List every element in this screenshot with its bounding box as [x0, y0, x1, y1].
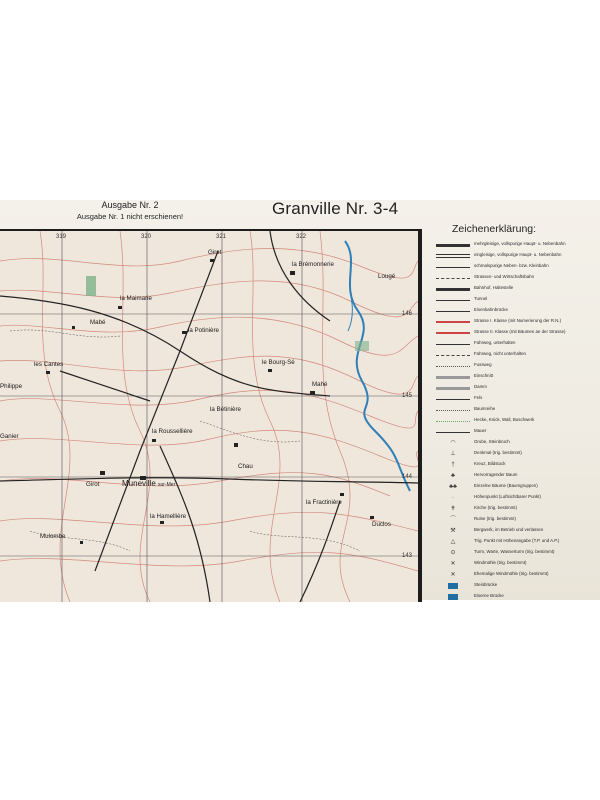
grid-row-144: 144: [402, 474, 413, 480]
legend-item: Fels: [436, 394, 600, 405]
place-label: Mulombe: [40, 533, 66, 540]
legend-item: eingleisige, vollspurige Haupt- u. Nebenbahn: [436, 251, 600, 262]
legend-item: ♣ Hervorragender Baum: [436, 471, 600, 482]
grid-row-145: 145: [402, 393, 413, 399]
tree-group-icon: ♣♣: [449, 484, 457, 490]
place-label: les Cantes: [34, 361, 64, 368]
height-point-icon: ·: [452, 495, 454, 501]
legend-item: Fahrweg, nicht unterhalten: [436, 350, 600, 361]
edition-number: Ausgabe Nr. 2: [101, 200, 159, 210]
legend-title: Zeichenerklärung:: [452, 223, 537, 235]
legend-item: Mauer: [436, 427, 600, 438]
stone-bridge-icon: [448, 583, 458, 589]
legend-item: schmalspurige Neben- bzw. Kleinbahn: [436, 262, 600, 273]
legend-item: mehrgleisige, vollspurige Haupt- u. Nebenbahn: [436, 240, 600, 251]
legend-item: ✕ Ehemalige Windmühle (trig. bestimmt): [436, 570, 600, 581]
legend-item: · Höhenpunkt (Luftsichtbarer Punkt): [436, 493, 600, 504]
contour-lines: [0, 231, 418, 602]
legend-item: Strassen- und Wirtschaftsbahn: [436, 273, 600, 284]
old-windmill-icon: ✕: [450, 572, 456, 578]
grid-row-143: 143: [402, 553, 413, 559]
legend-item: ⊙ Turm, Warte, Wasserturm (trig. bestimmt): [436, 548, 600, 559]
legend-item: Bahnhof, Haltestelle: [436, 284, 600, 295]
legend-item: Strasse II. Klasse (mit Bäumen an der Strasse): [436, 328, 600, 339]
legend-symbol: [436, 366, 470, 367]
legend-symbol: [436, 278, 470, 279]
legend-symbol: [436, 288, 470, 291]
pit-icon: ◠: [450, 440, 456, 446]
place-label: la Maimarie: [120, 295, 152, 302]
church-icon: ✝: [450, 506, 456, 512]
tower-icon: ⊙: [450, 550, 456, 556]
place-label: Giret: [208, 249, 222, 256]
windmill-icon: ✕: [450, 561, 456, 567]
grid-col-320: 320: [141, 234, 152, 240]
legend-item: Hecke, Knick, Wall, Buschwerk: [436, 416, 600, 427]
grid-row-146: 146: [402, 311, 413, 317]
legend-item: Steinbrücke: [436, 581, 600, 592]
legend-symbol: [436, 376, 470, 379]
legend-symbol: [436, 267, 470, 268]
iron-bridge-icon: [448, 594, 458, 600]
legend-symbol: [436, 244, 470, 247]
cross-icon: †: [451, 462, 455, 468]
legend-item: ⚒ Bergwerk, im Betrieb und verlassen: [436, 526, 600, 537]
legend-item: Eiserne Brücke: [436, 592, 600, 603]
grid-col-322: 322: [296, 234, 307, 240]
place-label: Mahé: [312, 381, 328, 388]
place-label: Lougé: [378, 273, 396, 280]
monument-icon: ⊥: [450, 451, 456, 457]
map-drawing: [0, 231, 418, 602]
legend-item: ◠ Grube, Steinbruch: [436, 438, 600, 449]
legend-symbol: [436, 410, 470, 411]
legend-item: † Kreuz, Bildstock: [436, 460, 600, 471]
legend-symbol: [436, 387, 470, 390]
place-label: le Bourg-Sé: [262, 359, 295, 366]
legend-item: Strasse I. Klasse (mit Numerierung der R.N.): [436, 317, 600, 328]
place-label: Duclos: [372, 521, 391, 528]
legend-symbol: [436, 432, 470, 433]
map-title: Granville Nr. 3-4: [272, 199, 399, 218]
map-area[interactable]: [0, 229, 422, 602]
legend-symbol: [436, 254, 470, 258]
place-suffix: sur-Mer: [158, 482, 176, 488]
legend-item: ⌒ Ruine (trig. bestimmt): [436, 515, 600, 526]
legend-item: Tunnel: [436, 295, 600, 306]
legend-item: Einschnitt: [436, 372, 600, 383]
legend-item: ✕ Windmühle (trig. bestimmt): [436, 559, 600, 570]
legend-symbol: [436, 344, 470, 345]
legend-symbol: [436, 332, 470, 334]
legend-item: ♣♣ Einzelne Bäume (Baumgruppen): [436, 482, 600, 493]
place-label: la Hamellière: [150, 513, 187, 520]
legend-symbol: [436, 355, 470, 356]
trig-point-icon: △: [450, 539, 456, 545]
legend-symbol: [436, 300, 470, 301]
place-label: Mabé: [90, 319, 106, 326]
legend-item: Fussweg: [436, 361, 600, 372]
grid-col-321: 321: [216, 234, 227, 240]
legend-item: ⊥ Denkmal (trig. bestimmt): [436, 449, 600, 460]
legend-symbol: [436, 321, 470, 323]
place-label: Chau: [238, 463, 253, 470]
legend-item: ✝ Kirche (trig. bestimmt): [436, 504, 600, 515]
place-label: la Roussellière: [152, 428, 193, 435]
ruin-icon: ⌒: [449, 517, 456, 523]
place-label: Girot: [86, 481, 100, 488]
legend-symbol: [436, 311, 470, 312]
place-label: Philippe: [0, 383, 23, 390]
legend-item: Eisenbahnbrücke: [436, 306, 600, 317]
place-label: la Brémonnerie: [292, 261, 334, 268]
grid-col-319: 319: [56, 234, 67, 240]
legend-item: Damm: [436, 383, 600, 394]
legend-symbol: [436, 421, 470, 422]
woodland: [86, 276, 96, 296]
place-label: la Bétinière: [210, 406, 241, 413]
legend: [436, 240, 600, 603]
legend-item: △ Trig. Punkt mit Höhenangabe (T.P. und A.P.): [436, 537, 600, 548]
legend-symbol: [436, 399, 470, 400]
place-label: la Potinière: [188, 327, 219, 334]
tree-icon: ♣: [451, 473, 455, 479]
place-label: la Fractinière: [306, 499, 342, 506]
legend-item: Baumreihe: [436, 405, 600, 416]
place-label-muneville: [122, 479, 175, 488]
mine-icon: ⚒: [450, 528, 456, 534]
legend-item: Fahrweg, unterhalten: [436, 339, 600, 350]
edition-label: [50, 199, 210, 223]
place-name: Muneville: [122, 479, 156, 488]
place-label: Ganier: [0, 433, 19, 440]
edition-note: Ausgabe Nr. 1 nicht erschienen!: [76, 212, 184, 221]
